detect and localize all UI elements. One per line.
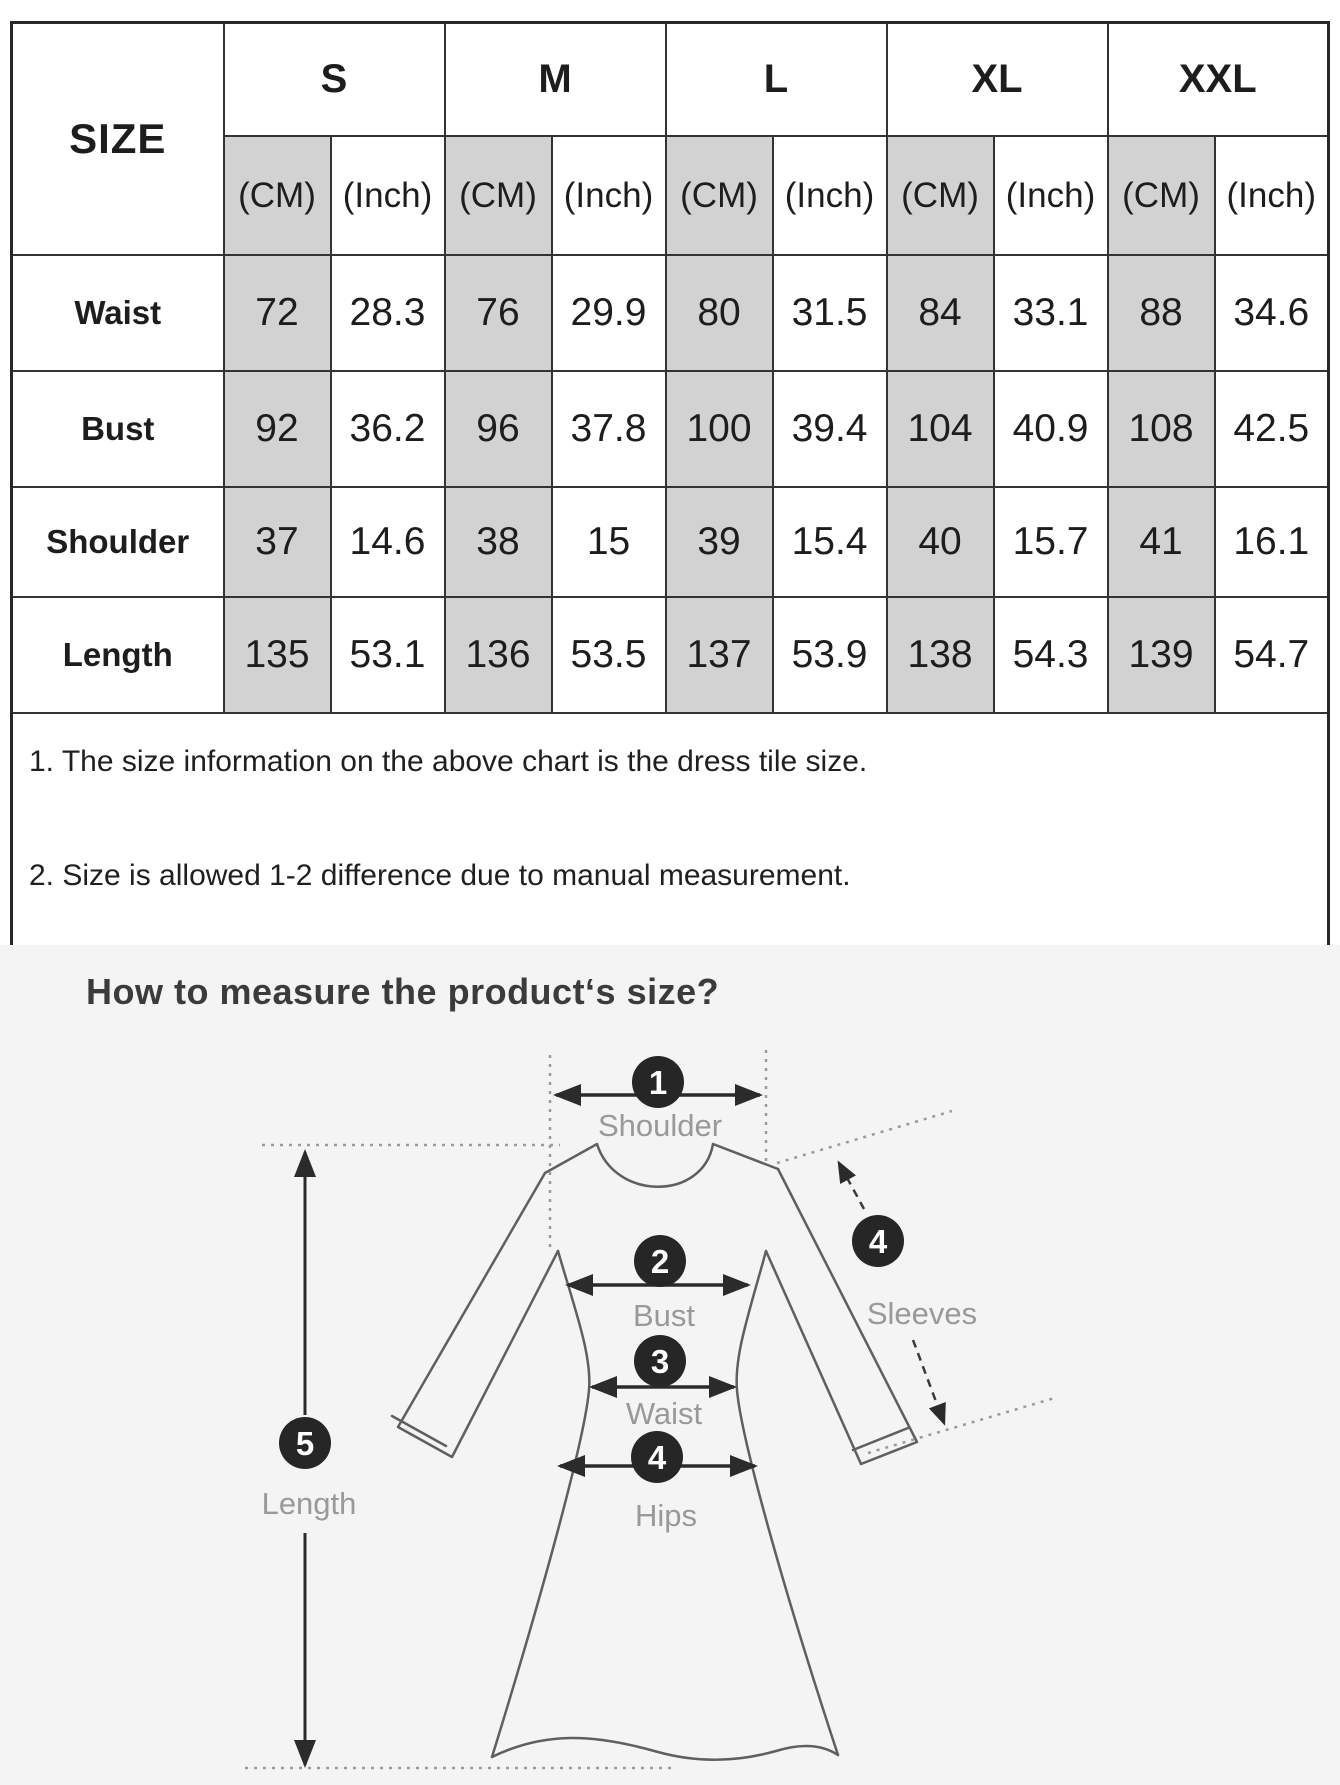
measure-value: 80 <box>666 255 773 371</box>
measure-value: 76 <box>445 255 552 371</box>
size-col-header-xl: XL <box>887 23 1108 137</box>
measure-value: 53.9 <box>773 597 887 713</box>
dress-left-cuff-detail <box>392 1416 446 1446</box>
measure-value: 100 <box>666 371 773 487</box>
measure-value: 31.5 <box>773 255 887 371</box>
guide-title: How to measure the product‘s size? <box>86 971 720 1012</box>
measure-value: 40 <box>887 487 994 597</box>
measure-value: 72 <box>224 255 331 371</box>
measure-value: 15 <box>552 487 666 597</box>
unit-header-cm: (CM) <box>224 136 331 255</box>
measure-row-label: Bust <box>12 371 224 487</box>
marker-label: Shoulder <box>597 1108 723 1143</box>
measure-value: 54.7 <box>1215 597 1329 713</box>
sleeve-upper-dotted-line <box>777 1111 952 1163</box>
measure-value: 84 <box>887 255 994 371</box>
measure-value: 16.1 <box>1215 487 1329 597</box>
size-col-header-s: S <box>224 23 445 137</box>
dress-right-cuff-detail <box>853 1428 908 1450</box>
measure-value: 108 <box>1108 371 1215 487</box>
measure-value: 138 <box>887 597 994 713</box>
measure-value: 136 <box>445 597 552 713</box>
measure-value: 135 <box>224 597 331 713</box>
unit-header-inch: (Inch) <box>994 136 1108 255</box>
marker-sleeves <box>852 1215 977 1331</box>
sleeves-arrow-up <box>839 1163 864 1209</box>
measure-value: 137 <box>666 597 773 713</box>
size-col-header-l: L <box>666 23 887 137</box>
table-row-shoulder <box>12 487 1329 597</box>
measure-value: 39 <box>666 487 773 597</box>
marker-label: Bust <box>632 1298 696 1333</box>
dress-right-body <box>737 1251 838 1755</box>
size-col-header-m: M <box>445 23 666 137</box>
measure-value: 39.4 <box>773 371 887 487</box>
measure-row-label: Length <box>12 597 224 713</box>
marker-label: Hips <box>634 1498 698 1533</box>
marker-number: 4 <box>647 1439 667 1477</box>
size-chart-table <box>10 21 1330 949</box>
unit-header-cm: (CM) <box>445 136 552 255</box>
marker-number: 4 <box>868 1223 888 1261</box>
measure-diagram <box>0 945 1340 1785</box>
unit-header-inch: (Inch) <box>773 136 887 255</box>
measure-value: 40.9 <box>994 371 1108 487</box>
marker-label: Length <box>261 1486 357 1521</box>
marker-number: 1 <box>648 1064 668 1102</box>
measure-value: 28.3 <box>331 255 445 371</box>
unit-header-cm: (CM) <box>1108 136 1215 255</box>
marker-label: Waist <box>625 1396 703 1431</box>
marker-hips <box>631 1431 697 1533</box>
unit-header-cm: (CM) <box>666 136 773 255</box>
note-2: 2. Size is allowed 1-2 difference due to manual measurement. <box>29 859 851 892</box>
sleeve-lower-dotted-line <box>868 1397 1058 1453</box>
measure-value: 14.6 <box>331 487 445 597</box>
size-corner-label: SIZE <box>12 23 224 256</box>
sleeve-arrows <box>839 1163 944 1423</box>
size-header-row <box>12 23 1329 137</box>
unit-header-inch: (Inch) <box>1215 136 1329 255</box>
measure-value: 96 <box>445 371 552 487</box>
measure-value: 29.9 <box>552 255 666 371</box>
measure-value: 104 <box>887 371 994 487</box>
notes-cell <box>12 713 1329 948</box>
measure-value: 38 <box>445 487 552 597</box>
measure-value: 36.2 <box>331 371 445 487</box>
measure-value: 41 <box>1108 487 1215 597</box>
dress-left-body <box>492 1251 589 1757</box>
unit-header-inch: (Inch) <box>331 136 445 255</box>
dress-hem <box>492 1738 838 1760</box>
dress-left-sleeve <box>398 1173 558 1457</box>
marker-length <box>262 1417 357 1521</box>
table-notes-row <box>12 713 1329 948</box>
measure-row-label: Shoulder <box>12 487 224 597</box>
marker-waist <box>626 1335 703 1431</box>
measure-value: 15.4 <box>773 487 887 597</box>
unit-header-inch: (Inch) <box>552 136 666 255</box>
size-col-header-xxl: XXL <box>1108 23 1329 137</box>
marker-number: 3 <box>650 1343 670 1381</box>
table-row-waist <box>12 255 1329 371</box>
measure-value: 37 <box>224 487 331 597</box>
measure-row-label: Waist <box>12 255 224 371</box>
measure-value: 53.1 <box>331 597 445 713</box>
measure-value: 88 <box>1108 255 1215 371</box>
marker-number: 5 <box>295 1425 315 1463</box>
measure-value: 92 <box>224 371 331 487</box>
measure-value: 34.6 <box>1215 255 1329 371</box>
measure-value: 33.1 <box>994 255 1108 371</box>
measure-value: 54.3 <box>994 597 1108 713</box>
unit-header-cm: (CM) <box>887 136 994 255</box>
measure-value: 53.5 <box>552 597 666 713</box>
note-1: 1. The size information on the above chart is the dress tile size. <box>29 745 868 778</box>
marker-label: Sleeves <box>866 1296 978 1331</box>
marker-shoulder <box>598 1056 722 1143</box>
measure-guide-section <box>0 945 1340 1785</box>
table-row-bust <box>12 371 1329 487</box>
table-row-length <box>12 597 1329 713</box>
sleeves-arrow-down <box>913 1340 944 1423</box>
measure-value: 15.7 <box>994 487 1108 597</box>
marker-number: 2 <box>650 1243 670 1281</box>
measure-value: 37.8 <box>552 371 666 487</box>
dress-neckline <box>545 1144 778 1187</box>
measure-value: 139 <box>1108 597 1215 713</box>
measure-value: 42.5 <box>1215 371 1329 487</box>
